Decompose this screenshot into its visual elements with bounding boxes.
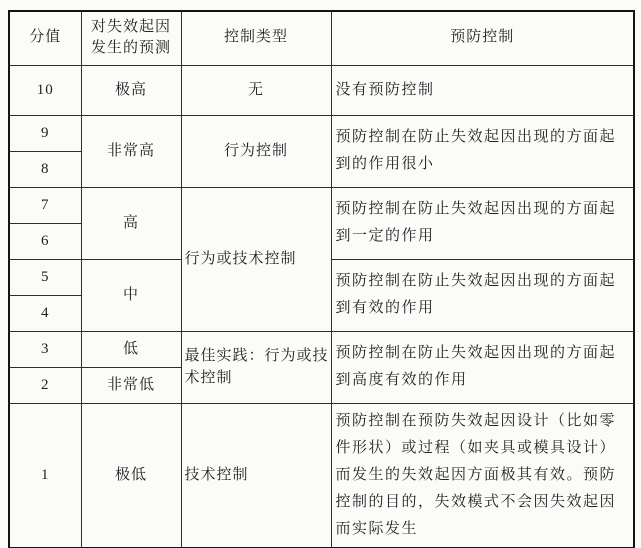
row-3: [9, 331, 634, 367]
cell-control-type-1: 技术控制: [181, 403, 331, 548]
header-control-type: 控制类型: [181, 11, 331, 65]
cell-prevention-10: 没有预防控制: [331, 65, 634, 115]
cell-score-4: 4: [9, 295, 81, 331]
header-prediction: 对失效起因发生的预测: [81, 11, 181, 65]
cell-prevention-7-6: 预防控制在防止失效起因出现的方面起到一定的作用: [331, 187, 634, 259]
row-7: [9, 187, 634, 223]
cell-prediction-5-4: 中: [81, 259, 181, 331]
header-score: 分值: [9, 11, 81, 65]
cell-score-2: 2: [9, 367, 81, 403]
row-1: [9, 403, 634, 548]
row-9: [9, 115, 634, 151]
cell-score-7: 7: [9, 187, 81, 223]
cell-control-type-7-4: 行为或技术控制: [181, 187, 331, 331]
cell-score-1: 1: [9, 403, 81, 548]
cell-prediction-10: 极高: [81, 65, 181, 115]
cell-score-5: 5: [9, 259, 81, 295]
cell-prediction-7-6: 高: [81, 187, 181, 259]
cell-score-10: 10: [9, 65, 81, 115]
cell-score-8: 8: [9, 151, 81, 187]
cell-score-9: 9: [9, 115, 81, 151]
row-10: [9, 65, 634, 115]
header-prevention: 预防控制: [331, 11, 634, 65]
cell-prediction-2: 非常低: [81, 367, 181, 403]
cell-control-type-10: 无: [181, 65, 331, 115]
cell-prevention-1: 预防控制在预防失效起因设计（比如零件形状）或过程（如夹具或模具设计）而发生的失效起因方面极其有效。预防控制的目的，失效模式不会因失效起因而实际发生: [331, 403, 634, 548]
header-row: [9, 11, 634, 65]
cell-control-type-9-8: 行为控制: [181, 115, 331, 187]
occurrence-rating-table: [8, 10, 635, 548]
cell-prevention-3-2: 预防控制在防止失效起因出现的方面起到高度有效的作用: [331, 331, 634, 403]
cell-prevention-9-8: 预防控制在防止失效起因出现的方面起到的作用很小: [331, 115, 634, 187]
cell-prediction-1: 极低: [81, 403, 181, 548]
cell-prediction-9-8: 非常高: [81, 115, 181, 187]
cell-control-type-3-2: 最佳实践：行为或技术控制: [181, 331, 331, 403]
cell-prediction-3: 低: [81, 331, 181, 367]
cell-prevention-5-4: 预防控制在防止失效起因出现的方面起到有效的作用: [331, 259, 634, 331]
cell-score-3: 3: [9, 331, 81, 367]
cell-score-6: 6: [9, 223, 81, 259]
